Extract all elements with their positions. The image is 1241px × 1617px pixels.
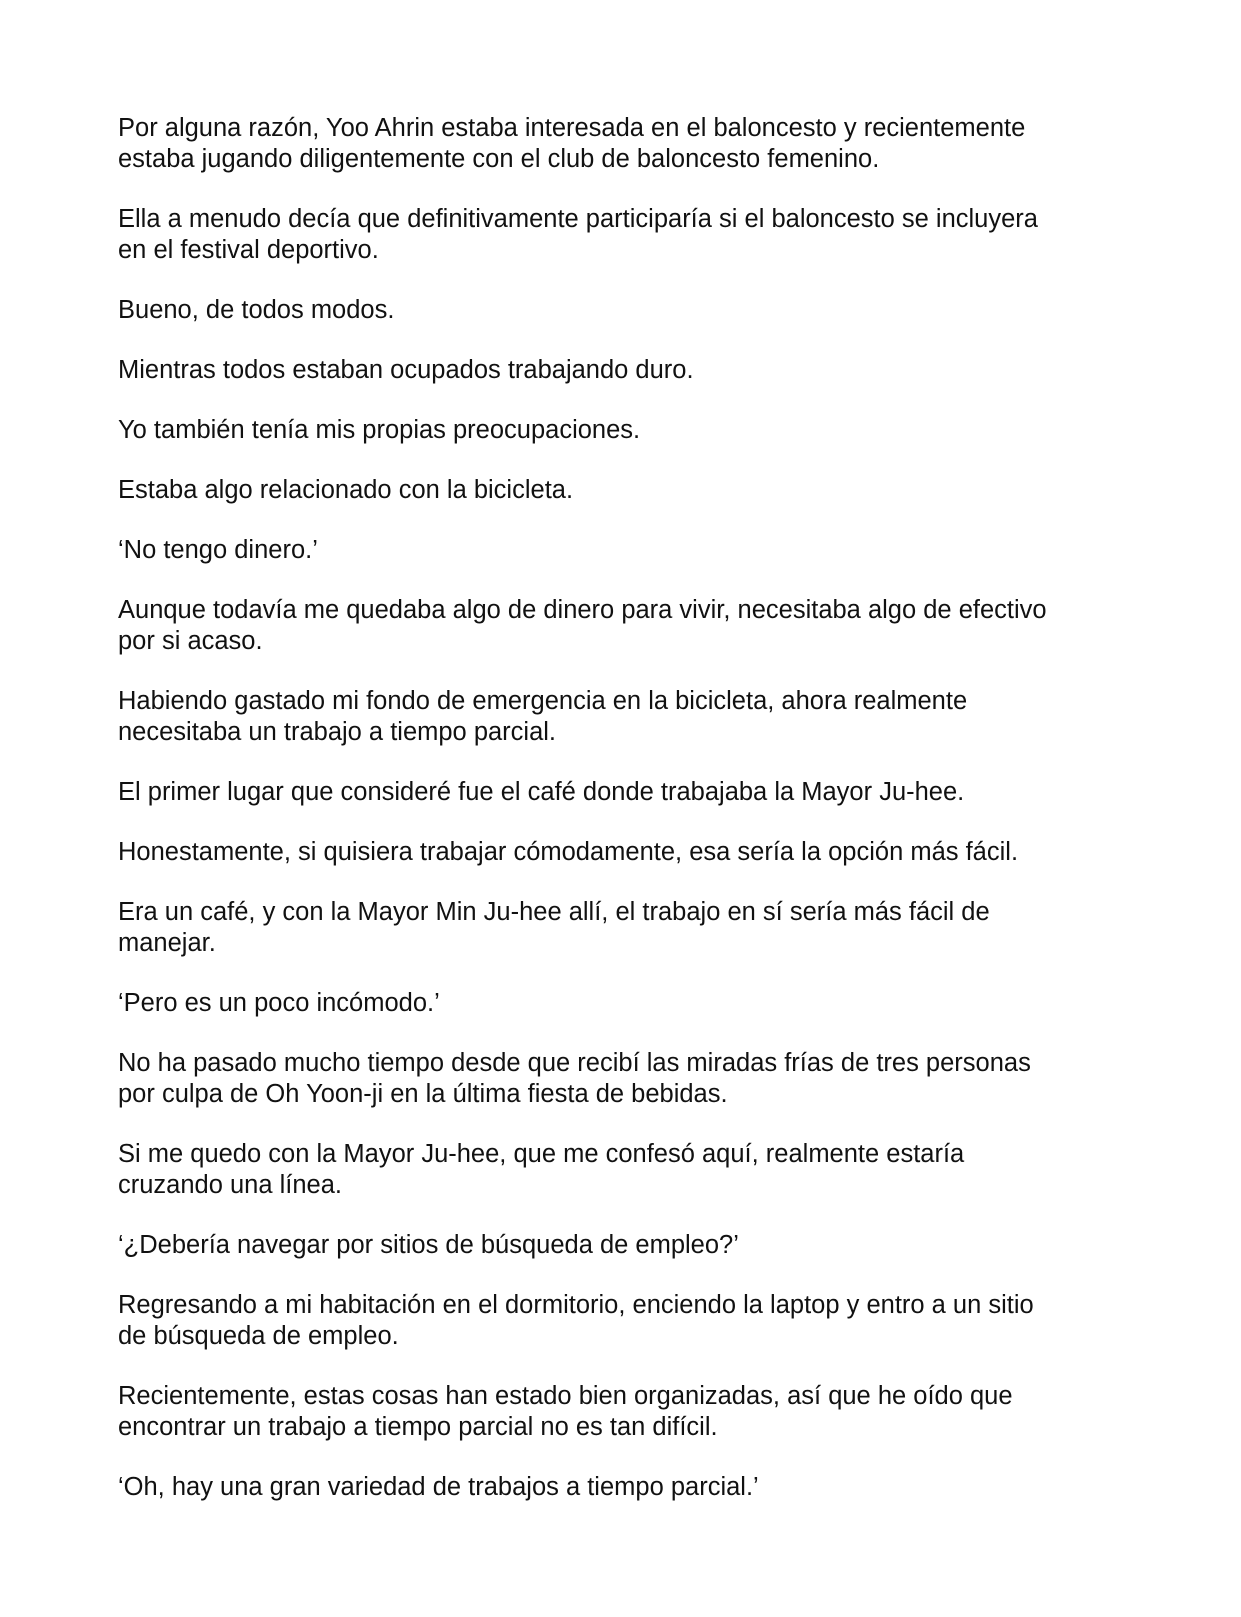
- text-line: Era un café, y con la Mayor Min Ju-hee allí, el trabajo en sí sería más fácil de: [118, 898, 990, 926]
- text-line: necesitaba un trabajo a tiempo parcial.: [118, 718, 557, 746]
- text-line: ‘Pero es un poco incómodo.’: [118, 989, 440, 1017]
- text-line: Yo también tenía mis propias preocupaciones.: [118, 416, 641, 444]
- paragraph-6: [118, 475, 1098, 506]
- text-line: Honestamente, si quisiera trabajar cómodamente, esa sería la opción más fácil.: [118, 838, 1019, 866]
- paragraph-13: [118, 988, 1098, 1019]
- paragraph-12: [118, 897, 1098, 959]
- paragraph-7: [118, 535, 1098, 566]
- text-line: por culpa de Oh Yoon-ji en la última fiesta de bebidas.: [118, 1080, 728, 1108]
- text-line: por si acaso.: [118, 627, 263, 655]
- paragraph-3: [118, 295, 1098, 326]
- paragraph-17: [118, 1290, 1098, 1352]
- paragraph-4: [118, 355, 1098, 386]
- paragraph-19: [118, 1472, 1098, 1503]
- paragraph-14: [118, 1048, 1098, 1110]
- paragraph-9: [118, 686, 1098, 748]
- text-line: de búsqueda de empleo.: [118, 1322, 399, 1350]
- text-line: ‘No tengo dinero.’: [118, 536, 318, 564]
- text-line: cruzando una línea.: [118, 1171, 342, 1199]
- text-line: ‘¿Debería navegar por sitios de búsqueda de empleo?’: [118, 1231, 739, 1259]
- text-line: Si me quedo con la Mayor Ju-hee, que me confesó aquí, realmente estaría: [118, 1140, 965, 1168]
- paragraph-5: [118, 415, 1098, 446]
- paragraph-16: [118, 1230, 1098, 1261]
- text-line: manejar.: [118, 929, 216, 957]
- text-line: Ella a menudo decía que definitivamente participaría si el baloncesto se incluyera: [118, 205, 1038, 233]
- paragraph-1: [118, 113, 1098, 175]
- paragraph-15: [118, 1139, 1098, 1201]
- text-line: Aunque todavía me quedaba algo de dinero para vivir, necesitaba algo de efectivo: [118, 596, 1047, 624]
- text-line: Habiendo gastado mi fondo de emergencia en la bicicleta, ahora realmente: [118, 687, 968, 715]
- text-line: encontrar un trabajo a tiempo parcial no es tan difícil.: [118, 1413, 718, 1441]
- text-line: Mientras todos estaban ocupados trabajando duro.: [118, 356, 694, 384]
- text-line: en el festival deportivo.: [118, 236, 379, 264]
- paragraph-2: [118, 204, 1098, 266]
- text-line: Regresando a mi habitación en el dormitorio, enciendo la laptop y entro a un sitio: [118, 1291, 1034, 1319]
- paragraph-18: [118, 1381, 1098, 1443]
- text-line: Recientemente, estas cosas han estado bien organizadas, así que he oído que: [118, 1382, 1013, 1410]
- paragraph-10: [118, 777, 1098, 808]
- text-line: ‘Oh, hay una gran variedad de trabajos a tiempo parcial.’: [118, 1473, 759, 1501]
- text-line: Bueno, de todos modos.: [118, 296, 395, 324]
- paragraph-11: [118, 837, 1098, 868]
- text-line: No ha pasado mucho tiempo desde que recibí las miradas frías de tres personas: [118, 1049, 1031, 1077]
- text-line: Estaba algo relacionado con la bicicleta.: [118, 476, 574, 504]
- paragraph-8: [118, 595, 1098, 657]
- text-line: El primer lugar que consideré fue el café donde trabajaba la Mayor Ju-hee.: [118, 778, 965, 806]
- text-line: Por alguna razón, Yoo Ahrin estaba interesada en el baloncesto y recientemente: [118, 114, 1026, 142]
- document-page: [118, 113, 1098, 1532]
- text-line: estaba jugando diligentemente con el club de baloncesto femenino.: [118, 145, 880, 173]
